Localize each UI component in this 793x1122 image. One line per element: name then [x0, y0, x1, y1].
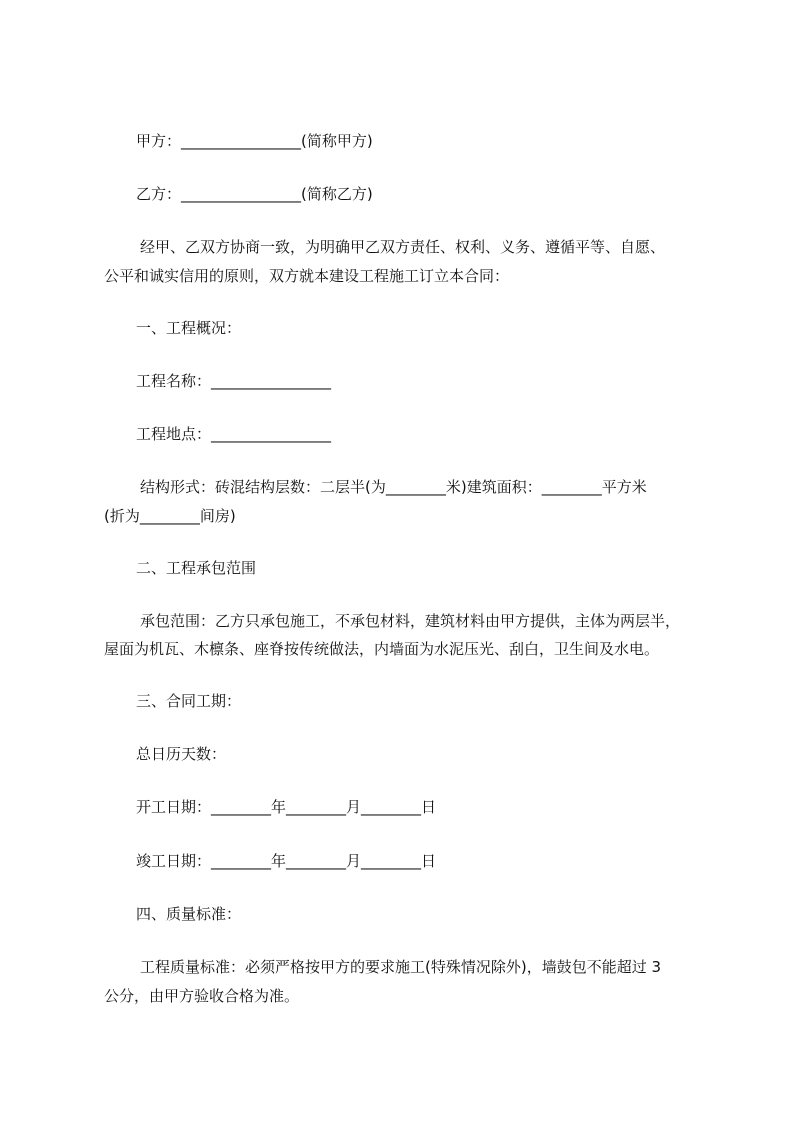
section-3-heading: 三、合同工期：: [136, 692, 242, 710]
structure-line-1: 结构形式：砖混结构层数：二层半(为________米)建筑面积：________平方米: [140, 478, 647, 496]
section-2-heading: 二、工程承包范围: [136, 559, 257, 577]
party-b-line: 乙方：________________(简称乙方): [136, 185, 373, 203]
quality-paragraph-line-2: 公分，由甲方验收合格为准。: [104, 987, 300, 1005]
project-location-line: 工程地点：________________: [136, 425, 332, 443]
intro-paragraph-line-1: 经甲、乙双方协商一致，为明确甲乙双方责任、权利、义务、遵循平等、自愿、: [140, 238, 666, 256]
total-days-line: 总日历天数：: [136, 745, 227, 763]
scope-paragraph-line-2: 屋面为机瓦、木檩条、座脊按传统做法，内墙面为水泥压光、刮白，卫生间及水电。: [104, 640, 660, 658]
start-date-line: 开工日期：________年________月________日: [136, 798, 437, 816]
quality-paragraph-line-1: 工程质量标准：必须严格按甲方的要求施工(特殊情况除外)，墙鼓包不能超过 3: [140, 958, 662, 976]
completion-date-line: 竣工日期：________年________月________日: [136, 852, 437, 870]
structure-line-2: (折为________间房): [104, 507, 236, 525]
intro-paragraph-line-2: 公平和诚实信用的原则，双方就本建设工程施工订立本合同：: [104, 267, 510, 285]
scope-paragraph-line-1: 承包范围：乙方只承包施工，不承包材料，建筑材料由甲方提供，主体为两层半，: [140, 612, 681, 630]
section-1-heading: 一、工程概况：: [136, 319, 242, 337]
party-a-line: 甲方：________________(简称甲方): [136, 132, 373, 150]
project-name-line: 工程名称：________________: [136, 372, 332, 390]
section-4-heading: 四、质量标准：: [136, 905, 242, 923]
